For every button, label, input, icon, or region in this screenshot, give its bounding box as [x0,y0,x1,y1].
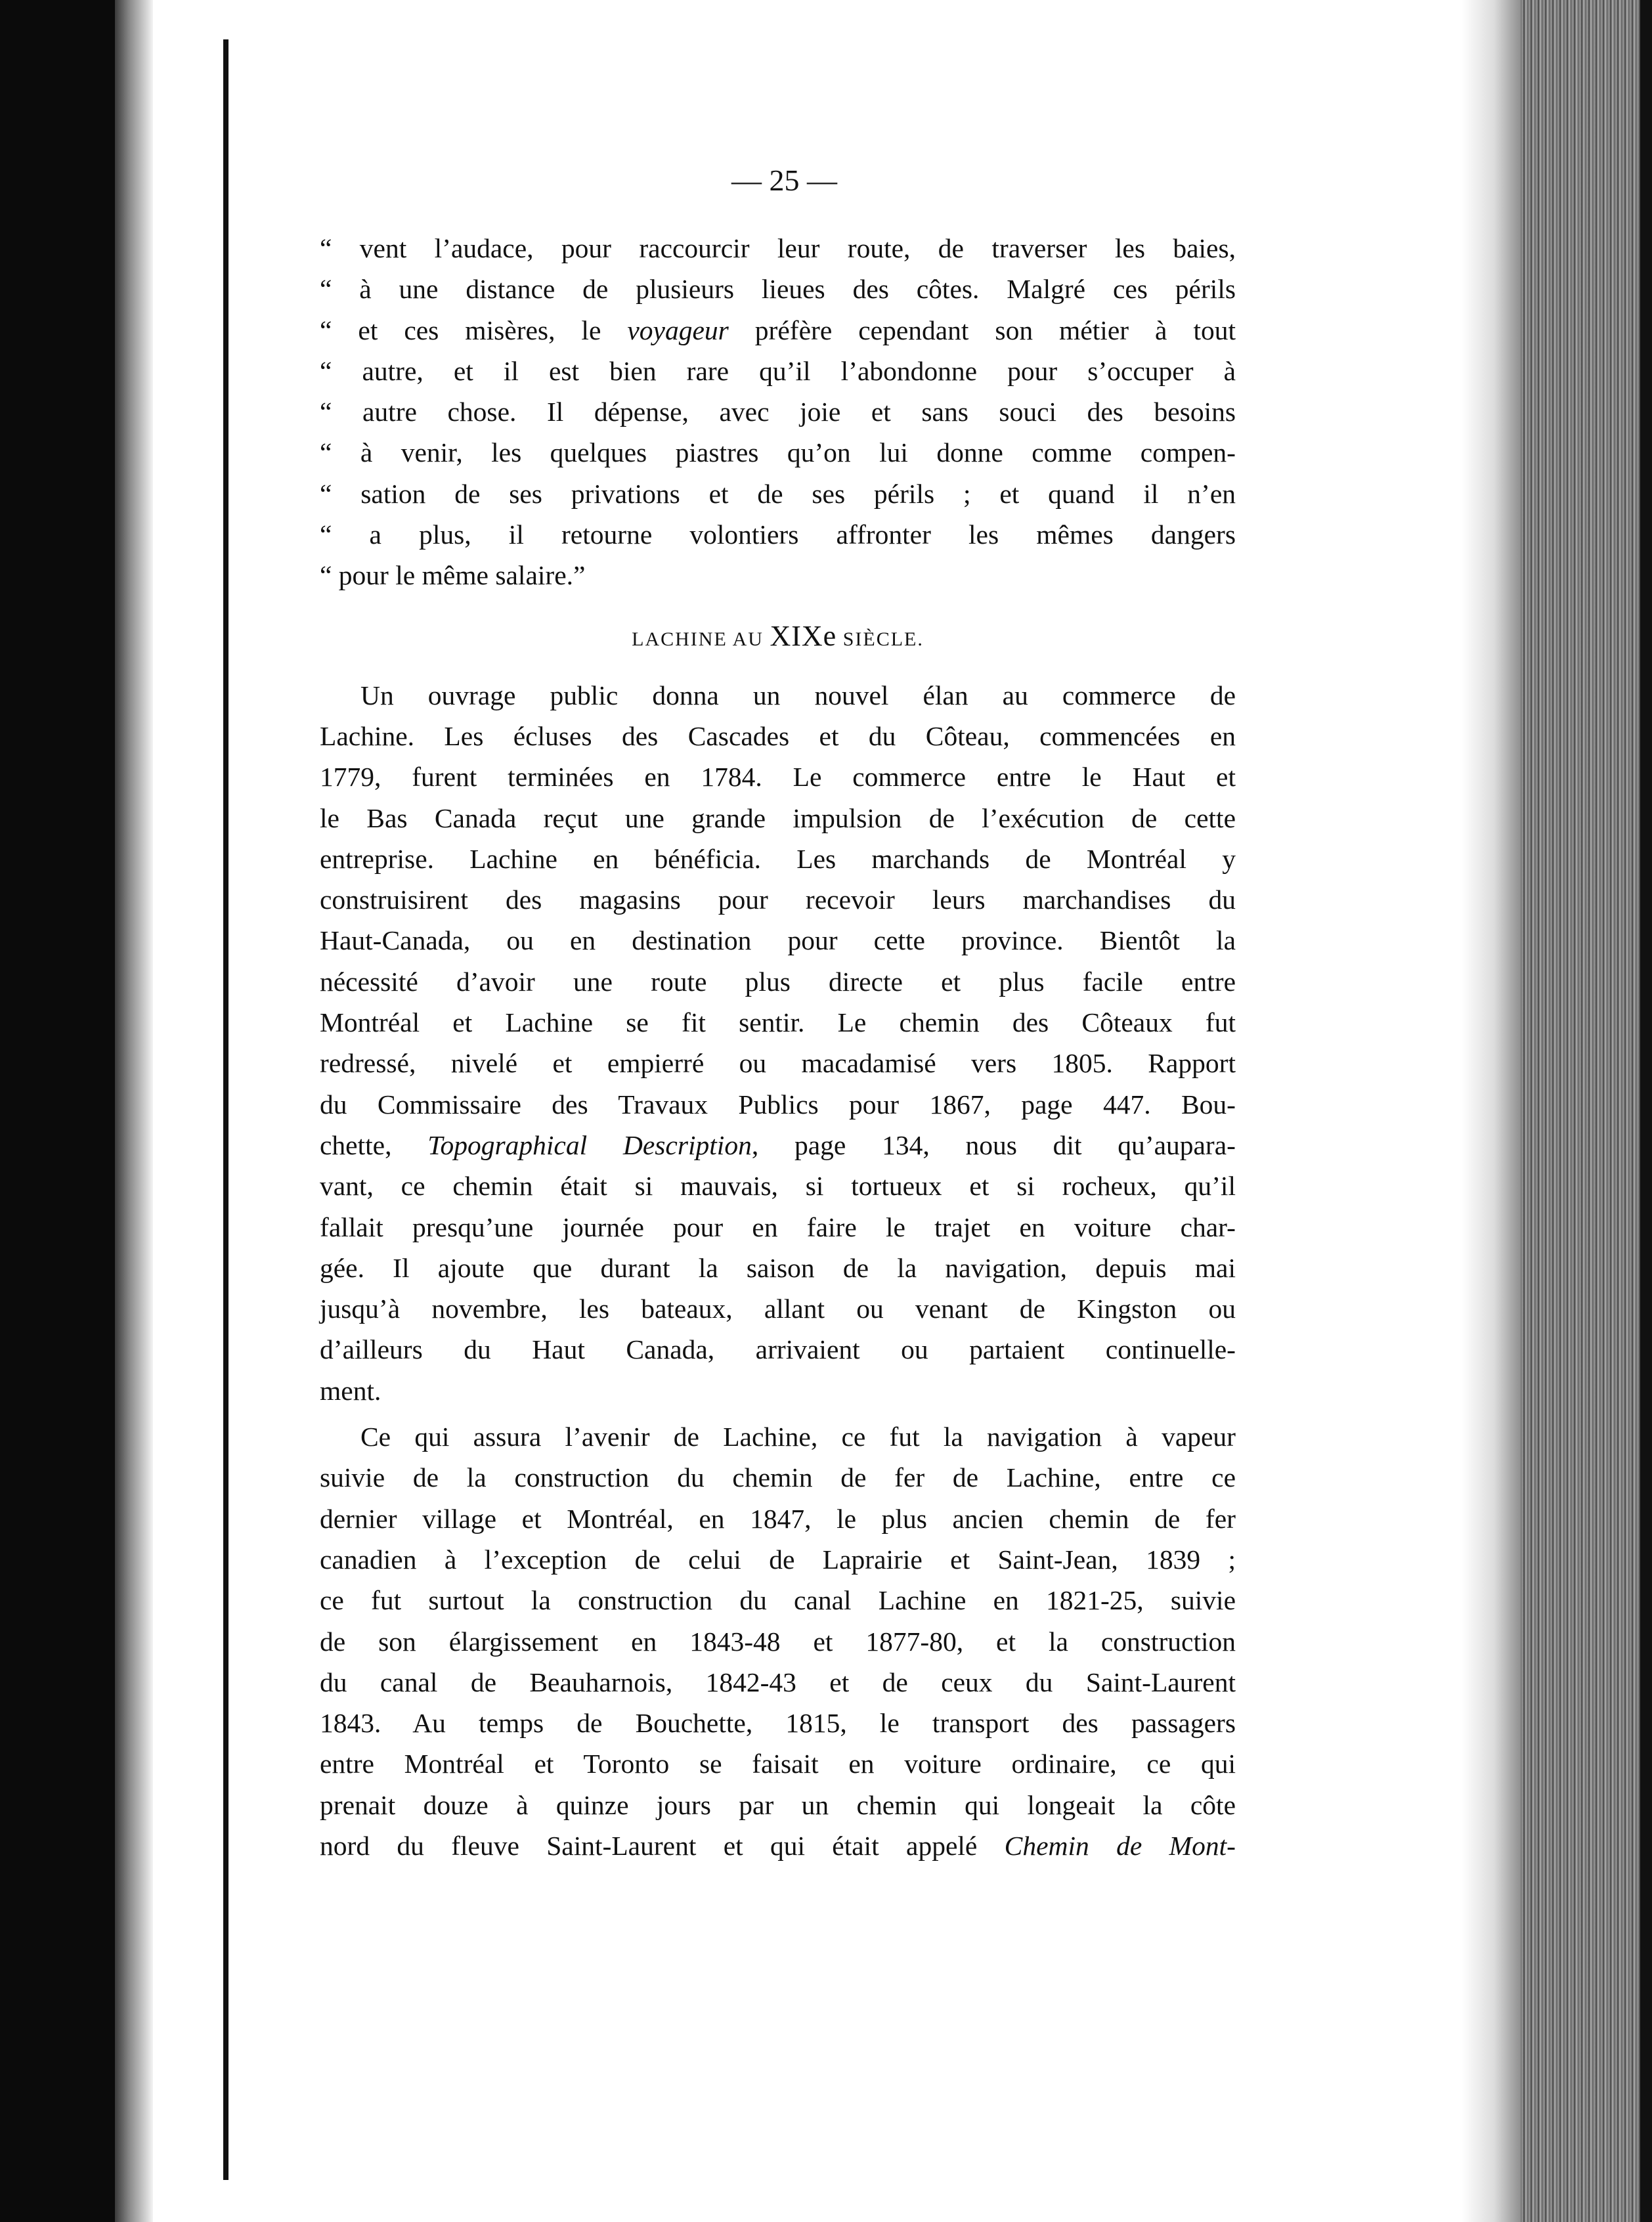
text-line: fallait presqu’une journée pour en faire le trajet en voiture char- [320,1211,1236,1242]
binding-shadow-left [0,0,115,2222]
text-line: canadien à l’exception de celui de Laprairie et Saint-Jean, 1839 ; [320,1544,1236,1575]
page-number: — 25 — [731,163,837,197]
page-edges-right [1521,0,1652,2222]
text-line: construisirent des magasins pour recevoir leurs marchandises du [320,884,1236,915]
text-line: nécessité d’avoir une route plus directe et plus facile entre [320,966,1236,997]
text-line: redressé, nivelé et empierré ou macadamisé vers 1805. Rapport [320,1048,1236,1079]
text-line: gée. Il ajoute que durant la saison de la navigation, depuis mai [320,1252,1236,1283]
scan-border-right [1640,0,1652,2222]
section-heading-numeral: XIXe [770,619,837,652]
text-line: du Commissaire des Travaux Publics pour 1867, page 447. Bou- [320,1089,1236,1120]
text-line: entreprise. Lachine en bénéficia. Les marchands de Montréal y [320,843,1236,874]
section-heading-after: SIÈCLE. [837,628,924,650]
text-line: d’ailleurs du Haut Canada, arrivaient ou partaient continuelle- [320,1334,1236,1365]
gutter-line [223,39,228,2180]
text-line: dernier village et Montréal, en 1847, le plus ancien chemin de fer [320,1503,1236,1534]
text-line: “ autre chose. Il dépense, avec joie et sans souci des besoins [320,397,1236,427]
text-line: vant, ce chemin était si mauvais, si tortueux et si rocheux, qu’il [320,1171,1236,1202]
section-heading [320,616,1236,657]
text-line: “ pour le même salaire.” [320,560,586,591]
text-line: Un ouvrage public donna un nouvel élan au commerce de [360,680,1236,710]
text-line: prenait douze à quinze jours par un chemin qui longeait la côte [320,1789,1236,1820]
text-line: nord du fleuve Saint-Laurent et qui était appelé Chemin de Mont- [320,1830,1236,1861]
text-line: Ce qui assura l’avenir de Lachine, ce fut la navigation à vapeur [360,1422,1236,1452]
text-line: 1779, furent terminées en 1784. Le commerce entre le Haut et [320,762,1236,793]
text-line: “ à une distance de plusieurs lieues des côtes. Malgré ces périls [320,274,1236,305]
page-text-block [320,161,1236,1866]
text-line: ment. [320,1375,381,1406]
text-line: “ autre, et il est bien rare qu’il l’abondonne pour s’occuper à [320,355,1236,386]
text-line: “ à venir, les quelques piastres qu’on lui donne comme compen- [320,437,1236,468]
binding-gradient-left [115,0,153,2222]
text-line: jusqu’à novembre, les bateaux, allant ou venant de Kingston ou [320,1294,1236,1324]
paragraph-1 [320,675,1236,1411]
text-line: “ et ces misères, le voyageur préfère cependant son métier à tout [320,315,1236,345]
text-line: Lachine. Les écluses des Cascades et du Côteau, commencées en [320,720,1236,751]
text-line: ce fut surtout la construction du canal Lachine en 1821-25, suivie [320,1585,1236,1616]
quotation-block [320,228,1236,596]
text-line: chette, Topographical Description, page 134, nous dit qu’aupara- [320,1129,1236,1160]
text-line: Haut-Canada, ou en destination pour cette province. Bientôt la [320,925,1236,956]
text-line: “ a plus, il retourne volontiers affronter les mêmes dangers [320,519,1236,550]
text-line: du canal de Beauharnois, 1842-43 et de ceux du Saint-Laurent [320,1666,1236,1697]
text-line: Montréal et Lachine se fit sentir. Le chemin des Côteaux fut [320,1007,1236,1038]
text-line: suivie de la construction du chemin de fer de Lachine, entre ce [320,1462,1236,1493]
page-shadow-right [1462,0,1521,2222]
text-line: le Bas Canada reçut une grande impulsion de l’exécution de cette [320,802,1236,833]
text-line: “ vent l’audace, pour raccourcir leur route, de traverser les baies, [320,233,1236,263]
text-line: 1843. Au temps de Bouchette, 1815, le transport des passagers [320,1708,1236,1739]
paragraph-2 [320,1416,1236,1866]
text-line: “ sation de ses privations et de ses périls ; et quand il n’en [320,478,1236,509]
text-line: de son élargissement en 1843-48 et 1877-80, et la construction [320,1626,1236,1657]
section-heading-before: LACHINE AU [632,628,770,650]
text-line: entre Montréal et Toronto se faisait en voiture ordinaire, ce qui [320,1749,1236,1779]
